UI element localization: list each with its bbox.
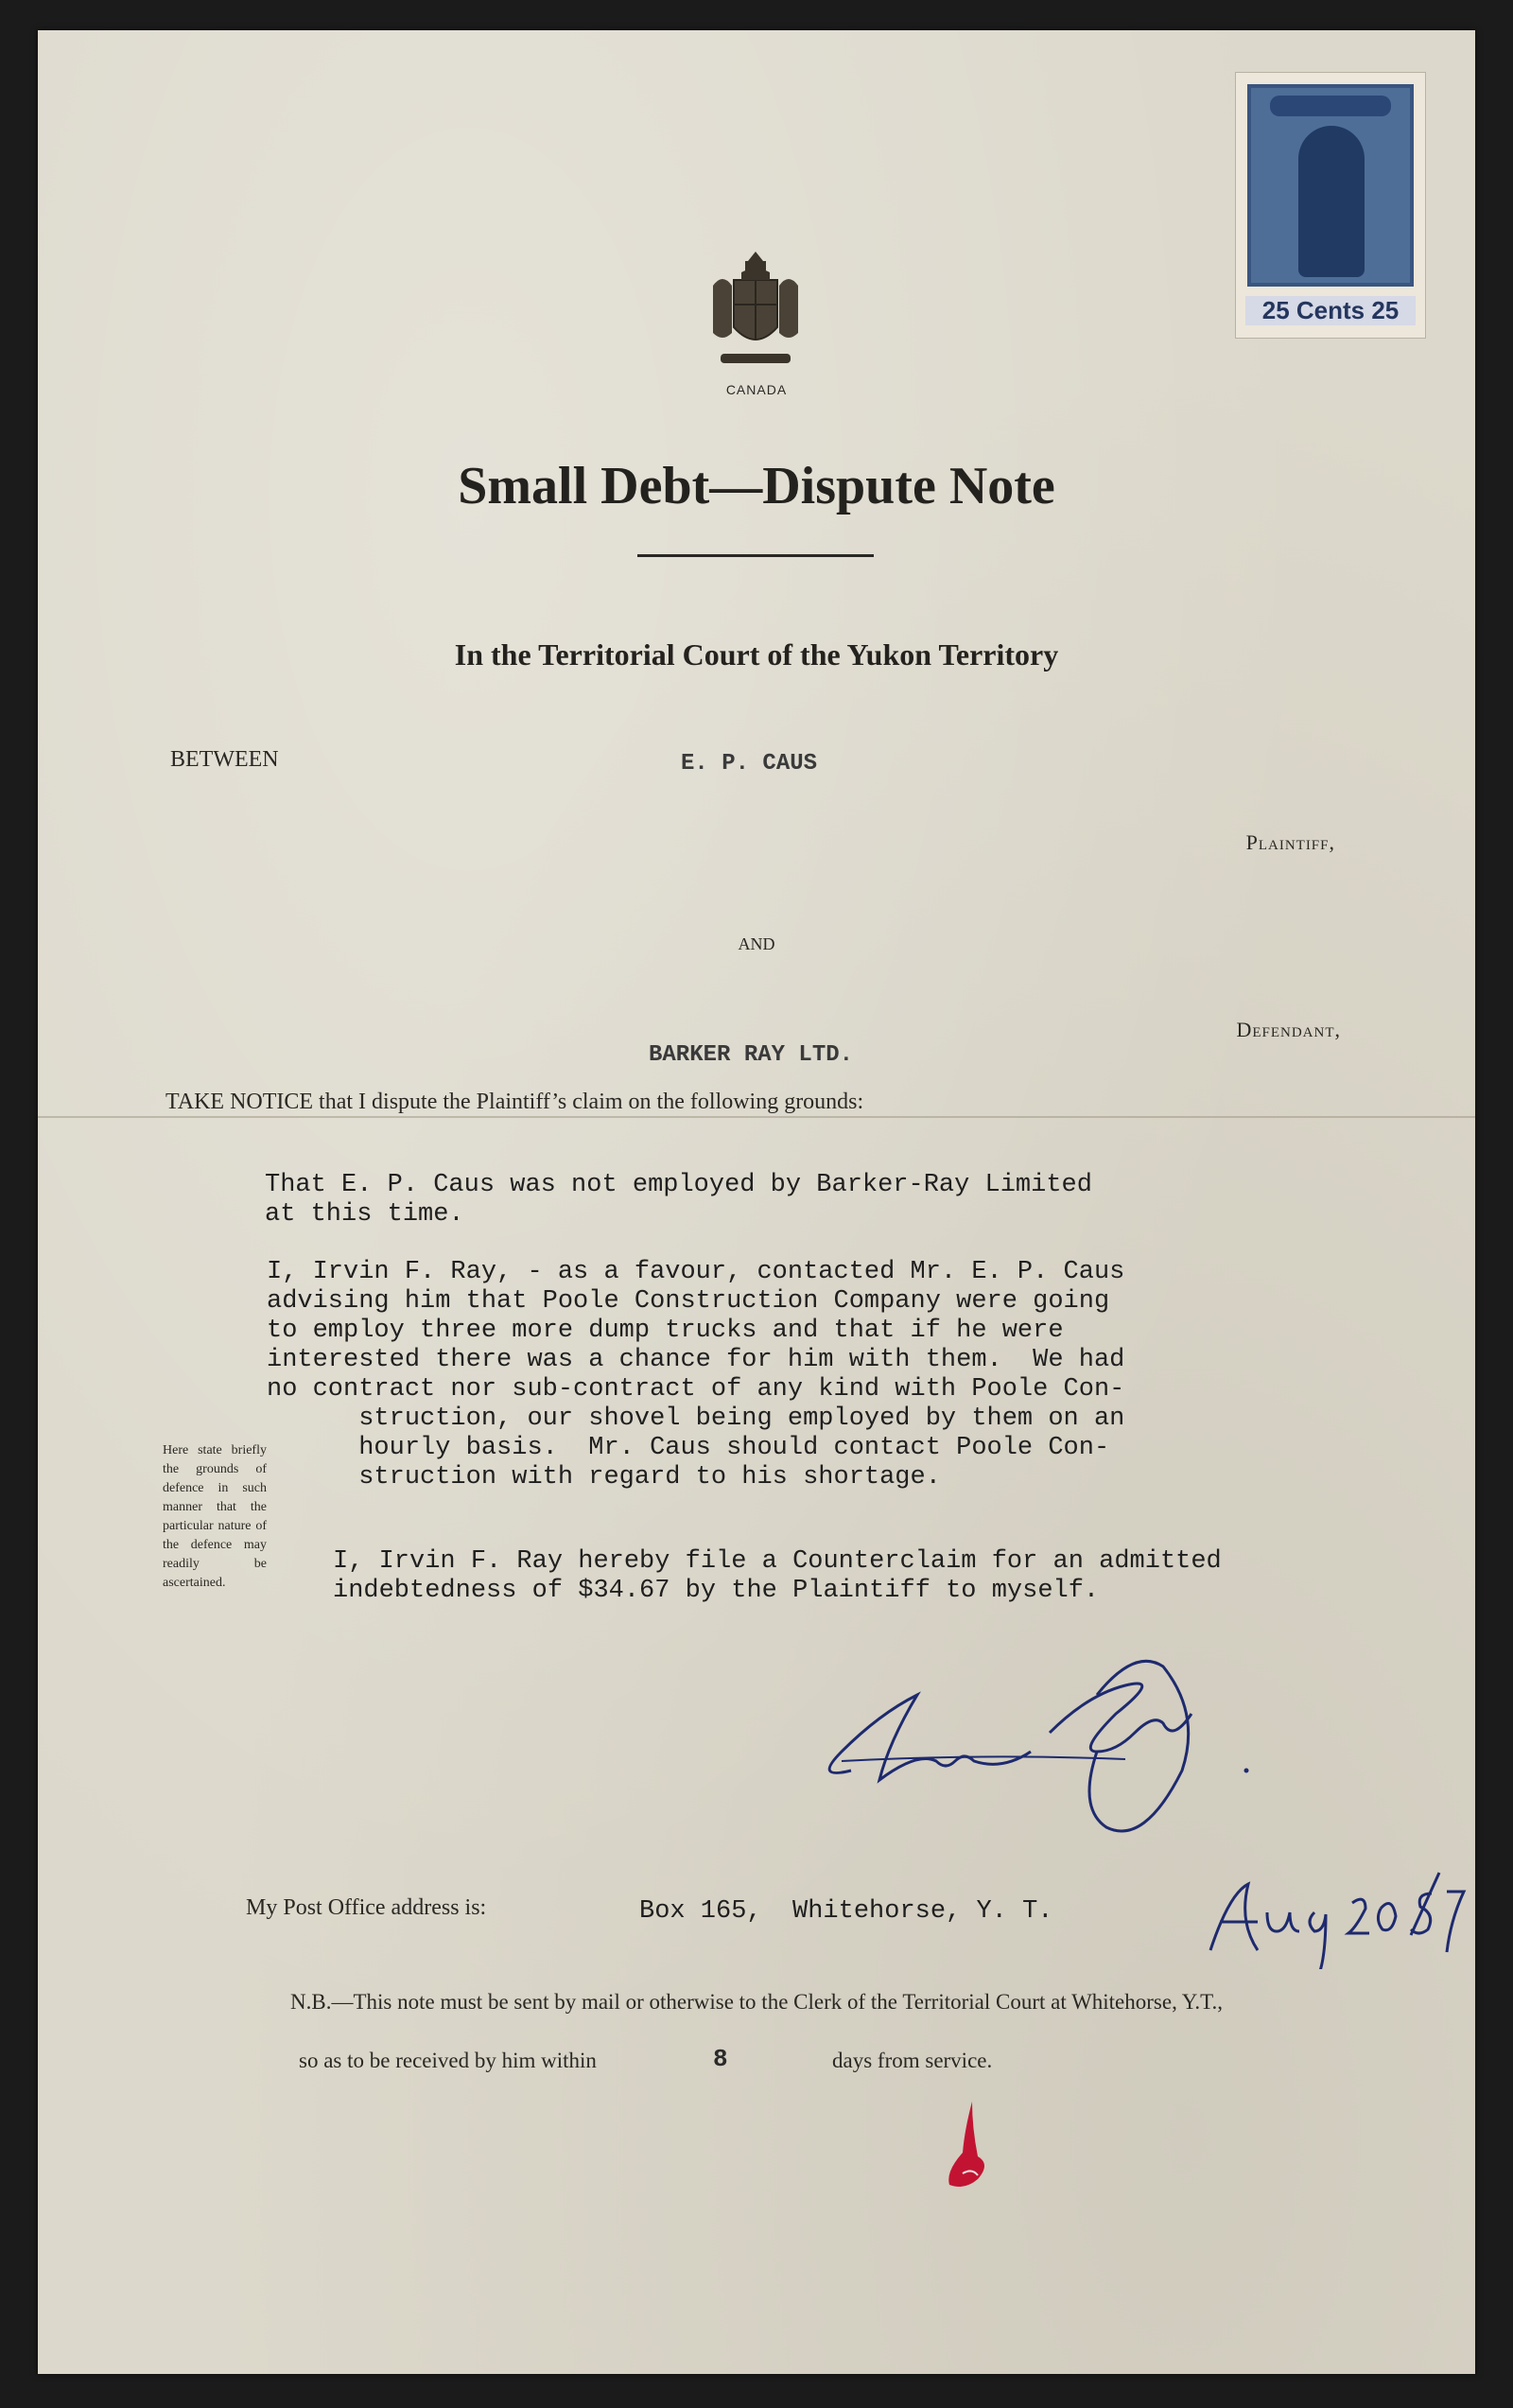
nb-line-1: N.B.—This note must be sent by mail or otherwise to the Clerk of the Territorial Court at Whitehorse, Y.T., xyxy=(290,1990,1223,2014)
grounds-paragraph-2: I, Irvin F. Ray, - as a favour, contacted Mr. E. P. Caus advising him that Poole Construction Company were going to employ three more dump trucks and that if he were interested there was a chance for him with them. We had no contract nor sub-contract of any kind with Poole Con- struction, our shovel being employed by them on an hourly basis. Mr. Caus should contact Poole Con- struction with regard to his shortage. xyxy=(267,1258,1125,1492)
fold-line xyxy=(38,1116,1475,1118)
plaintiff-name: E. P. CAUS xyxy=(681,751,818,776)
notice-text: TAKE NOTICE that I dispute the Plaintiff’s claim on the following grounds: xyxy=(165,1090,864,1114)
defendant-name: BARKER RAY LTD. xyxy=(649,1042,854,1068)
stamp-banner xyxy=(1270,96,1391,116)
court-name: In the Territorial Court of the Yukon Territory xyxy=(454,637,1059,672)
coat-of-arms-icon xyxy=(704,248,808,376)
post-office-label: My Post Office address is: xyxy=(246,1895,487,1920)
and-label: AND xyxy=(738,934,775,953)
arms-label: CANADA xyxy=(725,382,788,397)
side-note: Here state briefly the grounds of defence in such manner that the particular nature of the defence may readily be ascertained. xyxy=(163,1443,267,1590)
signature-image xyxy=(813,1629,1258,1846)
defendant-label: Defendant, xyxy=(1236,1018,1341,1041)
nb-line-2: so as to be received by him within xyxy=(299,2049,597,2072)
revenue-stamp xyxy=(1235,72,1426,339)
nb-line-2-end: days from service. xyxy=(832,2049,993,2072)
between-label: BETWEEN xyxy=(170,747,279,772)
grounds-paragraph-1: That E. P. Caus was not employed by Barker-Ray Limited at this time. xyxy=(265,1171,1092,1229)
plaintiff-label: Plaintiff, xyxy=(1245,830,1335,854)
post-office-address: Box 165, Whitehorse, Y. T. xyxy=(639,1897,1053,1926)
grounds-paragraph-3: I, Irvin F. Ray hereby file a Counterclaim for an admitted indebtedness of $34.67 by the Plaintiff to myself. xyxy=(333,1547,1222,1605)
handwritten-date-image xyxy=(1191,1865,1475,1969)
document-page xyxy=(38,30,1475,2374)
red-seal-icon xyxy=(940,2098,997,2202)
stamp-figure xyxy=(1298,126,1365,277)
stamp-value: 25 Cents 25 xyxy=(1245,296,1416,325)
days-value: 8 xyxy=(713,2045,728,2073)
title-rule xyxy=(637,554,874,557)
document-title: Small Debt—Dispute Note xyxy=(458,457,1055,515)
stamp-image xyxy=(1247,84,1414,287)
